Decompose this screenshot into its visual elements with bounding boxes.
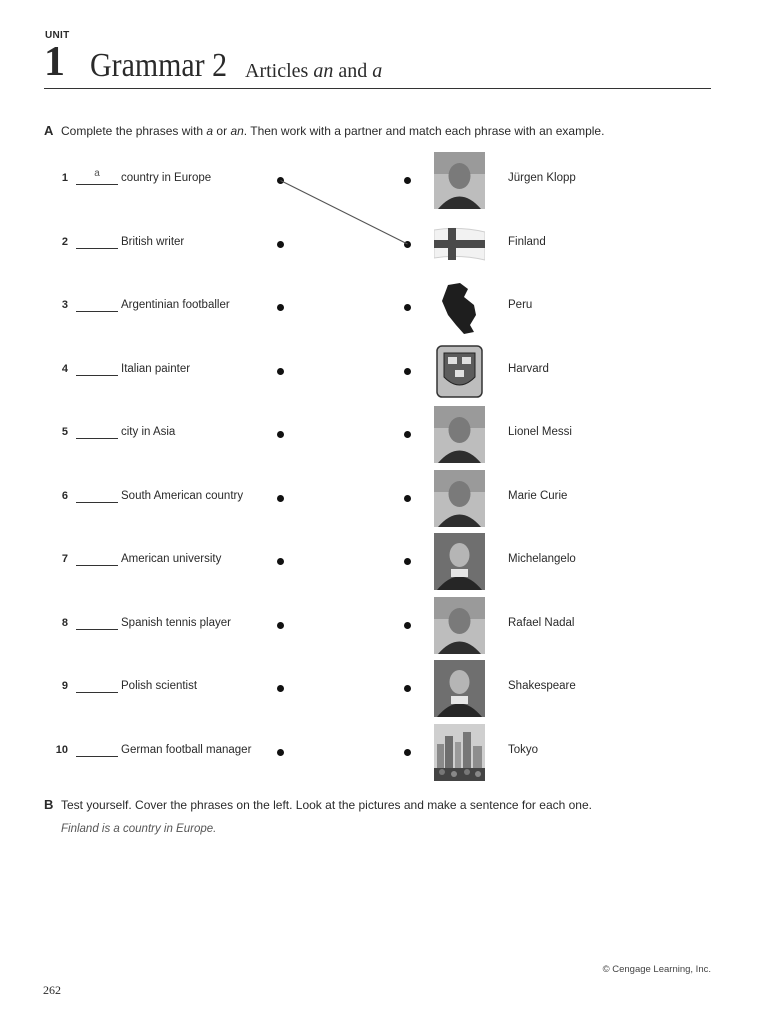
example-match-dot	[404, 368, 411, 375]
item-phrase: German football manager	[121, 743, 252, 756]
phrase-match-dot	[277, 749, 284, 756]
item-number: 10	[55, 743, 68, 756]
section-b-letter: B	[44, 797, 54, 812]
item-phrase: Argentinian footballer	[121, 299, 230, 311]
exercise-row	[0, 539, 768, 595]
subtitle-a: a	[372, 60, 383, 82]
example-label: Lionel Messi	[508, 426, 572, 438]
exercise-row	[0, 412, 768, 468]
item-phrase: Polish scientist	[121, 680, 198, 692]
section-b-example: Finland is a country in Europe.	[61, 823, 217, 835]
example-match-dot	[404, 177, 411, 184]
answer-blank	[76, 248, 118, 249]
page-subtitle	[245, 58, 382, 84]
city-skyline-photo-image	[434, 724, 485, 781]
harvard-seal-image	[434, 343, 485, 400]
finland-flag-image	[434, 216, 485, 273]
portrait-painting	[434, 533, 485, 590]
unit-number: 1	[44, 39, 65, 85]
example-label: Peru	[508, 299, 533, 311]
item-number: 9	[61, 680, 68, 692]
phrase-match-dot	[277, 495, 284, 502]
example-label: Michelangelo	[508, 553, 576, 565]
exercise-row	[0, 603, 768, 659]
portrait-photo-image	[434, 470, 485, 527]
answer-blank	[76, 756, 118, 757]
example-label: Shakespeare	[508, 680, 576, 692]
portrait-photo	[434, 470, 485, 527]
unit-label: UNIT	[45, 30, 70, 41]
item-phrase: American university	[121, 553, 222, 565]
subtitle-an: an	[313, 60, 334, 82]
phrase-match-dot	[277, 431, 284, 438]
item-phrase: Italian painter	[121, 362, 191, 375]
item-number: 3	[61, 299, 68, 311]
phrase-match-dot	[277, 558, 284, 565]
phrase-match-dot	[277, 241, 284, 248]
example-label: Finland	[508, 235, 546, 248]
item-phrase: Spanish tennis player	[121, 616, 231, 629]
instruction-text: Complete the phrases with	[61, 124, 207, 138]
exercise-row	[0, 349, 768, 405]
instruction-or: or	[213, 124, 231, 138]
item-number: 7	[61, 553, 68, 565]
item-number: 6	[61, 489, 68, 502]
portrait-photo	[434, 152, 485, 209]
portrait-painting-image	[434, 533, 485, 590]
item-number: 5	[61, 426, 68, 438]
item-phrase: country in Europe	[121, 172, 212, 184]
item-number: 2	[61, 235, 68, 248]
example-label: Jürgen Klopp	[508, 172, 576, 184]
phrase-match-dot	[277, 368, 284, 375]
peru-map-silhouette	[434, 279, 485, 336]
copyright: © Cengage Learning, Inc.	[602, 964, 711, 975]
answer-blank	[76, 311, 118, 312]
answer-blank	[76, 565, 118, 566]
answer-blank	[76, 502, 118, 503]
phrase-match-dot	[277, 685, 284, 692]
section-a-letter: A	[44, 123, 54, 138]
example-label: Rafael Nadal	[508, 616, 575, 629]
city-skyline-photo	[434, 724, 485, 781]
section-a-instruction	[61, 124, 604, 138]
phrase-match-dot	[277, 622, 284, 629]
finland-flag	[434, 216, 485, 273]
answer-blank	[76, 692, 118, 693]
page-number: 262	[43, 983, 61, 997]
harvard-seal	[434, 343, 485, 400]
portrait-painting-image	[434, 660, 485, 717]
example-match-dot	[404, 749, 411, 756]
example-label: Marie Curie	[508, 489, 568, 502]
answer-blank	[76, 438, 118, 439]
example-match-dot	[404, 241, 411, 248]
portrait-photo-image	[434, 597, 485, 654]
portrait-photo	[434, 406, 485, 463]
page-title: Grammar 2	[90, 47, 228, 84]
example-match-dot	[404, 431, 411, 438]
peru-map-silhouette-image	[434, 279, 485, 336]
item-number: 8	[61, 616, 68, 629]
example-match-dot	[404, 558, 411, 565]
exercise-row	[0, 730, 768, 786]
example-match-dot	[404, 495, 411, 502]
instruction-a: a	[206, 124, 214, 138]
section-b-instruction: Test yourself. Cover the phrases on the left. Look at the pictures and make a sentence for each one.	[61, 798, 592, 812]
answer-blank	[76, 375, 118, 376]
portrait-photo-image	[434, 406, 485, 463]
header-rule	[44, 88, 711, 89]
item-phrase: South American country	[121, 489, 244, 502]
exercise-row	[0, 476, 768, 532]
item-number: 4	[61, 362, 68, 375]
example-match-dot	[404, 622, 411, 629]
exercise-row	[0, 158, 768, 214]
example-match-dot	[404, 685, 411, 692]
subtitle-and: and	[333, 60, 373, 82]
portrait-painting	[434, 660, 485, 717]
item-phrase: city in Asia	[121, 426, 176, 438]
exercise-row	[0, 222, 768, 278]
answer-blank	[76, 629, 118, 630]
exercise-row	[0, 285, 768, 341]
phrase-match-dot	[277, 177, 284, 184]
answer-text: a	[94, 168, 100, 179]
item-phrase: British writer	[121, 235, 185, 248]
portrait-photo	[434, 597, 485, 654]
example-match-dot	[404, 304, 411, 311]
phrase-match-dot	[277, 304, 284, 311]
example-label: Harvard	[508, 362, 549, 375]
subtitle-prefix: Articles	[245, 60, 314, 82]
portrait-photo-image	[434, 152, 485, 209]
item-number: 1	[61, 172, 68, 184]
answer-blank	[76, 184, 118, 185]
exercise-row	[0, 666, 768, 722]
example-label: Tokyo	[508, 743, 539, 756]
instruction-an: an	[230, 124, 244, 138]
instruction-text-end: . Then work with a partner and match each phrase with an example.	[243, 124, 605, 138]
